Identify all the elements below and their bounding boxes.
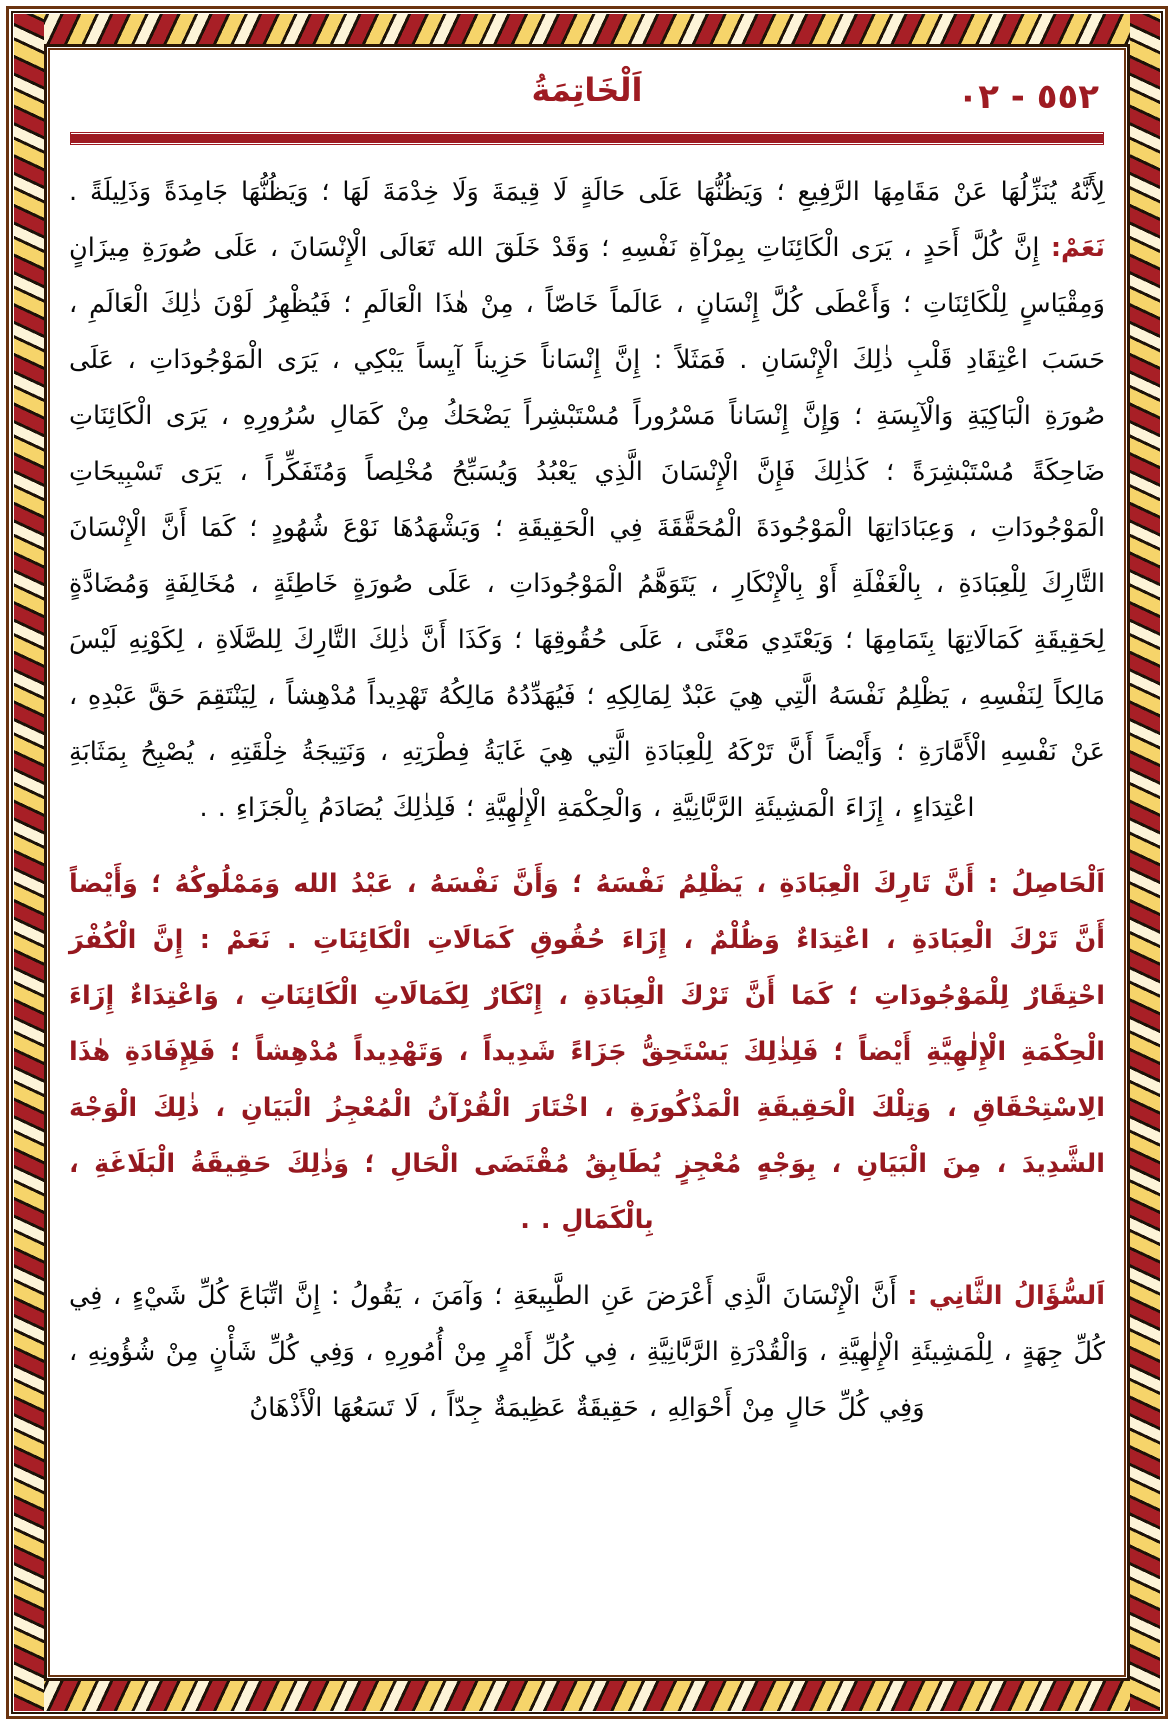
paragraph-spacer-1 <box>69 838 1105 856</box>
border-braid-left <box>14 14 44 1711</box>
chapter-title: اَلْخَاتِمَةُ <box>531 71 643 109</box>
paragraph-red-2 <box>69 856 1105 1248</box>
inline-highlight-naam-1: نَعَمْ: <box>1050 233 1105 263</box>
border-braid-right <box>1130 14 1160 1711</box>
paragraph-2-segment-a: اَلْحَاصِلُ : أَنَّ تَارِكَ الْعِبَادَةِ ، يَظْلِمُ نَفْسَهُ ؛ وَأَنَّ نَفْسَهُ ، عَبْدُ الله وَمَمْلُوكُهُ ؛ وَأَيْضاً أَنَّ تَرْكَ الْعِبَادَةِ ، اعْتِدَاءٌ وَظُلْمٌ ، إِزَاءَ حُقُوقِ كَمَالَاتِ الْكَائِنَاتِ . <box>69 869 1105 955</box>
paragraph-black-3 <box>69 1268 1105 1436</box>
page-content <box>55 55 1119 1670</box>
border-braid-top <box>14 14 1160 44</box>
paragraph-3-segment-b: أَنَّ الْإِنْسَانَ الَّذِي أَعْرَضَ عَنِ الطَّبِيعَةِ ؛ وَآمَنَ ، يَقُولُ : إِنَّ اتِّبَاعَ كُلِّ شَيْءٍ ، فِي كُلِّ جِهَةٍ ، لِلْمَشِيئَةِ الْإِلٰهِيَّةِ ، وَالْقُدْرَةِ الرَّبَّانِيَّةِ ، فِي كُلِّ أَمْرٍ مِنْ أُمُورِهِ ، وَفِي كُلِّ شَأْنٍ مِنْ شُؤُونِهِ ، وَفِي كُلِّ حَالٍ مِنْ أَحْوَالِهِ ، حَقِيقَةٌ عَظِيمَةٌ جِدّاً ، لَا تَسَعُهَا الْأَذْهَانُ <box>69 1281 1105 1423</box>
paragraph-1-segment-b: إِنَّ كُلَّ أَحَدٍ ، يَرَى الْكَائِنَاتِ بِمِرْآةِ نَفْسِهِ ؛ وَقَدْ خَلَقَ الله تَعَالَى الْإِنْسَانَ ، عَلَى صُورَةِ مِيزَانٍ وَمِقْيَاسٍ لِلْكَائِنَاتِ ؛ وَأَعْطَى كُلَّ إِنْسَانٍ ، عَالَماً خَاصّاً ، مِنْ هٰذَا الْعَالَمِ ؛ فَيُظْهِرُ لَوْنَ ذٰلِكَ الْعَالَمِ ، حَسَبَ اعْتِقَادِ قَلْبِ ذٰلِكَ الْإِنْسَانِ . فَمَثَلاً : إِنَّ إِنْسَاناً حَزِيناً آيِساً يَبْكِي ، يَرَى الْمَوْجُودَاتِ ، عَلَى صُورَةِ الْبَاكِيَةِ وَالْآيِسَةِ ؛ وَإِنَّ إِنْسَاناً مَسْرُوراً مُسْتَبْشِراً يَضْحَكُ مِنْ كَمَالِ سُرُورِهِ ، يَرَى الْكَائِنَاتِ ضَاحِكَةً مُسْتَبْشِرَةً ؛ كَذٰلِكَ فَإِنَّ الْإِنْسَانَ الَّذِي يَعْبُدُ وَيُسَبِّحُ مُخْلِصاً وَمُتَفَكِّراً ، يَرَى تَسْبِيحَاتِ الْمَوْجُودَاتِ ، وَعِبَادَاتِهَا الْمَوْجُودَةَ الْمُحَقَّقَةَ فِي الْحَقِيقَةِ ؛ وَيَشْهَدُهَا نَوْعَ شُهُودٍ ؛ كَمَا أَنَّ الْإِنْسَانَ التَّارِكَ لِلْعِبَادَةِ ، بِالْغَفْلَةِ أَوْ بِالْإِنْكَارِ ، يَتَوَهَّمُ الْمَوْجُودَاتِ ، عَلَى صُورَةٍ خَاطِئَةٍ ، مُخَالِفَةٍ وَمُضَادَّةٍ لِحَقِيقَةِ كَمَالَاتِهَا بِتَمَامِهَا ؛ وَيَعْتَدِي مَعْنًى ، عَلَى حُقُوقِهَا ؛ وَكَذَا أَنَّ ذٰلِكَ التَّارِكَ لِلصَّلَاةِ ، لِكَوْنِهِ لَيْسَ مَالِكاً لِنَفْسِهِ ، يَظْلِمُ نَفْسَهُ الَّتِي هِيَ عَبْدٌ لِمَالِكِهِ ؛ فَيُهَدِّدُهُ مَالِكُهُ تَهْدِيداً مُدْهِشاً ، لِيَنْتَقِمَ حَقَّ عَبْدِهِ ، عَنْ نَفْسِهِ الْأَمَّارَةِ ؛ وَأَيْضاً أَنَّ تَرْكَهُ لِلْعِبَادَةِ الَّتِي هِيَ غَايَةُ فِطْرَتِهِ ، وَنَتِيجَةُ خِلْقَتِهِ ، يُصْبِحُ بِمَثَابَةِ اعْتِدَاءٍ ، إِزَاءَ الْمَشِيئَةِ الرَّبَّانِيَّةِ ، وَالْحِكْمَةِ الْإِلٰهِيَّةِ ؛ فَلِذٰلِكَ يُصَادَمُ بِالْجَزَاءِ . . <box>69 233 1105 823</box>
paragraph-2-segment-b: إِنَّ الْكُفْرَ احْتِقَارٌ لِلْمَوْجُودَاتِ ؛ كَمَا أَنَّ تَرْكَ الْعِبَادَةِ ، إِنْكَارٌ لِكَمَالَاتِ الْكَائِنَاتِ ، وَاعْتِدَاءٌ إِزَاءَ الْحِكْمَةِ الْإِلٰهِيَّةِ أَيْضاً ؛ فَلِذٰلِكَ يَسْتَحِقُّ جَزَاءً شَدِيداً ، وَتَهْدِيداً مُدْهِشاً ؛ فَلِإِفَادَةِ هٰذَا الِاسْتِحْقَاقِ ، وَتِلْكَ الْحَقِيقَةِ الْمَذْكُورَةِ ، اخْتَارَ الْقُرْآنُ الْمُعْجِزُ الْبَيَانِ ، ذٰلِكَ الْوَجْهَ الشَّدِيدَ ، مِنَ الْبَيَانِ ، بِوَجْهٍ مُعْجِزٍ يُطَابِقُ مُقْتَضَى الْحَالِ ؛ وَذٰلِكَ حَقِيقَةُ الْبَلَاغَةِ ، بِالْكَمَالِ . . <box>69 925 1105 1235</box>
paragraph-spacer-2 <box>69 1250 1105 1268</box>
page-header <box>65 69 1109 131</box>
border-braid-bottom <box>14 1681 1160 1711</box>
paragraph-1-segment-a: لِأَنَّهُ يُنَزِّلُهَا عَنْ مَقَامِهَا الرَّفِيعِ ؛ وَيَظُنُّهَا عَلَى حَالَةٍ لَا قِيمَةَ وَلَا خِدْمَةَ لَهَا ؛ وَيَظُنُّهَا جَامِدَةً وَذَلِيلَةً . <box>69 177 1105 207</box>
page-number: ٢٥٥ - ٢٠ <box>957 77 1099 117</box>
header-divider-rule <box>71 133 1103 144</box>
paragraph-black-1 <box>69 164 1105 836</box>
page-body <box>65 164 1109 1436</box>
inline-highlight-naam-2: نَعَمْ : <box>199 925 271 955</box>
heading-second-question: اَلسُّؤَالُ الثَّانِي : <box>907 1281 1105 1311</box>
